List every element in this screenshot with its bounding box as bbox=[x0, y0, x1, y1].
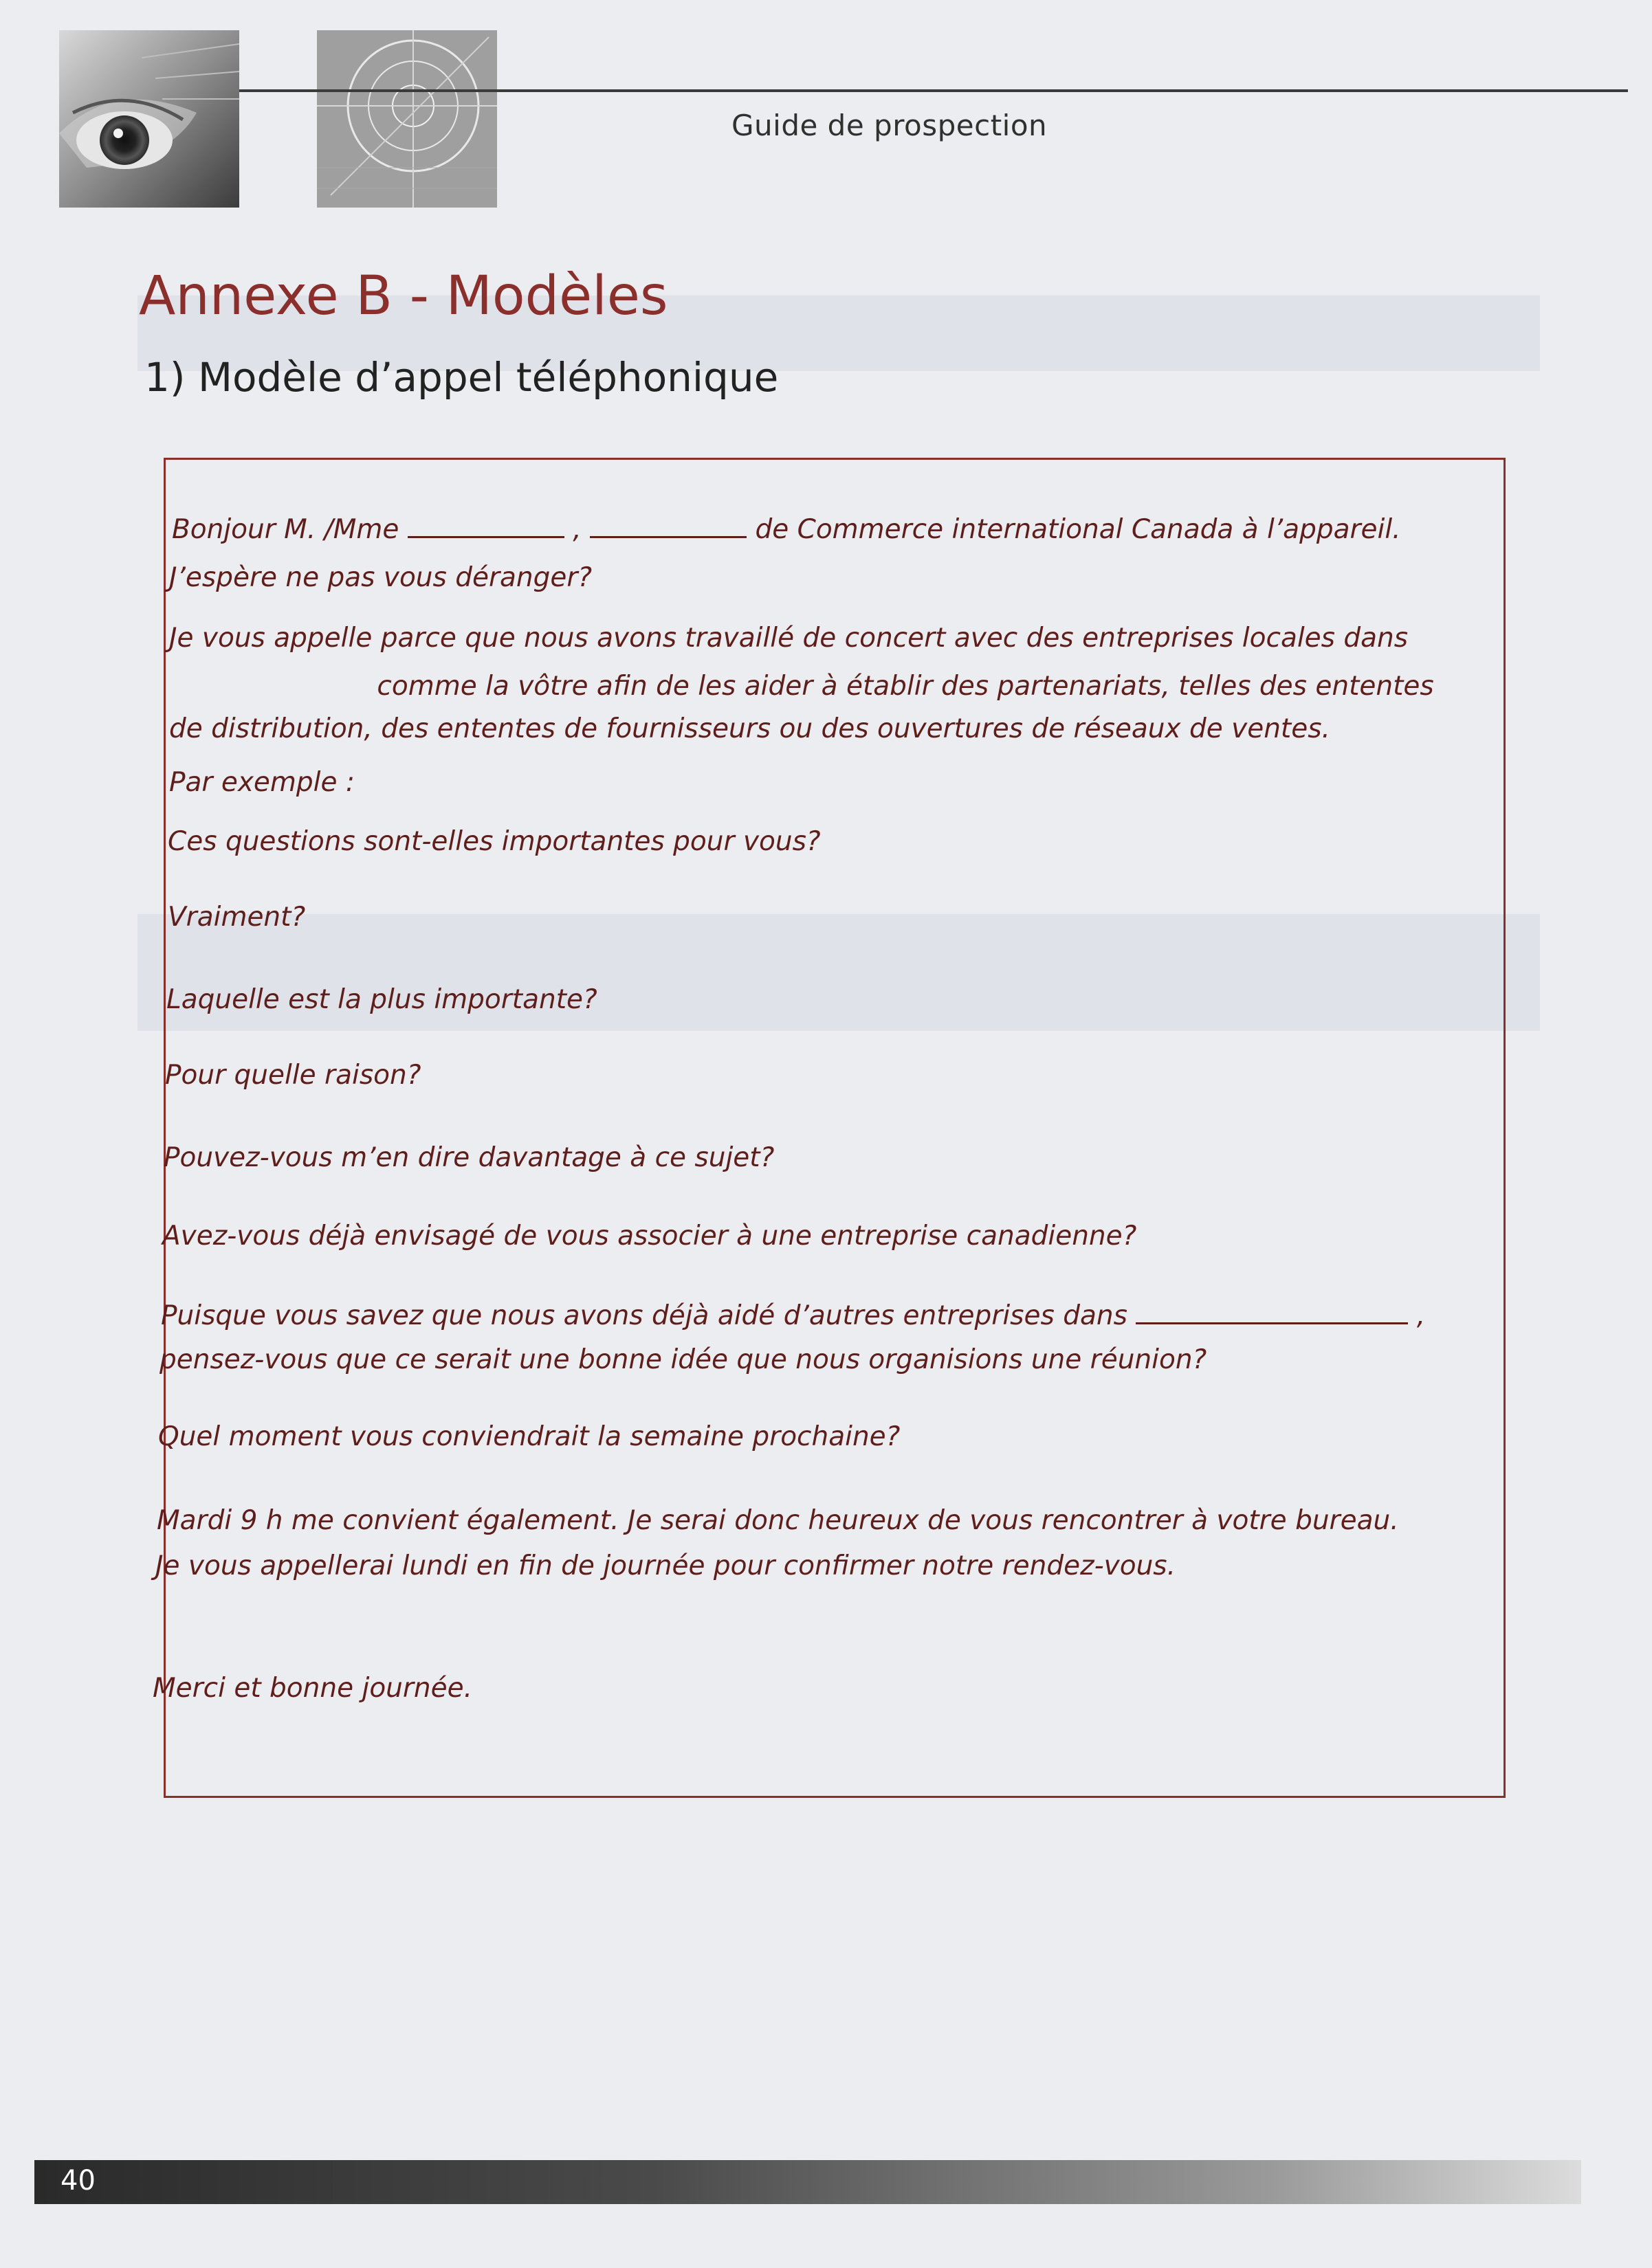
thanks-line: Merci et bonne journée. bbox=[153, 1673, 473, 1704]
script-greeting bbox=[172, 514, 1401, 545]
phone-script-box bbox=[164, 458, 1506, 1798]
call-line-2-text: comme la vôtre afin de les aider à établir des partenariats, telles des ententes bbox=[377, 671, 1434, 702]
question-reason: Pour quelle raison? bbox=[165, 1060, 421, 1091]
question-important: Ces questions sont-elles importantes pour vous? bbox=[168, 826, 821, 857]
header-title: Guide de prospection bbox=[731, 109, 1048, 142]
sector-blank-2 bbox=[1136, 1322, 1408, 1324]
eye-photo-graphic bbox=[59, 30, 239, 208]
question-really: Vraiment? bbox=[168, 902, 306, 933]
closing-line-2: Je vous appellerai lundi en fin de journée pour confirmer notre rendez-vous. bbox=[155, 1550, 1176, 1581]
eye-photo bbox=[59, 30, 239, 208]
question-since-line-2: pensez-vous que ce serait une bonne idée que nous organisions une réunion? bbox=[159, 1344, 1207, 1375]
footer-bar bbox=[34, 2160, 1581, 2204]
question-since-line-1 bbox=[161, 1300, 1425, 1331]
page-number: 40 bbox=[60, 2165, 96, 2197]
greeting-comma: , bbox=[573, 514, 582, 545]
technical-drawing-graphic bbox=[317, 30, 497, 208]
section-title: 1) Modèle d’appel téléphonique bbox=[144, 354, 779, 401]
greeting-end: de Commerce international Canada à l’appareil. bbox=[755, 514, 1401, 545]
question-when: Quel moment vous conviendrait la semaine prochaine? bbox=[158, 1421, 901, 1452]
header-rule bbox=[239, 89, 1628, 92]
since-text: Puisque vous savez que nous avons déjà aidé d’autres entreprises dans bbox=[161, 1300, 1127, 1331]
company-blank bbox=[590, 535, 747, 538]
question-more: Pouvez-vous m’en dire davantage à ce sujet? bbox=[164, 1142, 775, 1173]
script-call-line-1: Je vous appelle parce que nous avons travaillé de concert avec des entreprises locales dans bbox=[169, 623, 1409, 654]
script-call-line-2 bbox=[169, 671, 1434, 702]
greeting-start: Bonjour M. /Mme bbox=[172, 514, 399, 545]
technical-drawing-photo bbox=[317, 30, 497, 208]
since-comma: , bbox=[1416, 1300, 1426, 1331]
question-partner: Avez-vous déjà envisagé de vous associer à une entreprise canadienne? bbox=[162, 1221, 1137, 1252]
annex-title: Annexe B - Modèles bbox=[139, 265, 668, 327]
name-blank bbox=[408, 535, 564, 538]
closing-line-1: Mardi 9 h me convient également. Je serai donc heureux de vous rencontrer à votre bureau. bbox=[157, 1505, 1399, 1536]
script-disturb: J’espère ne pas vous déranger? bbox=[169, 562, 593, 593]
sector-blank bbox=[169, 692, 368, 695]
question-most-important: Laquelle est la plus importante? bbox=[166, 984, 597, 1015]
script-call-line-3: de distribution, des ententes de fournisseurs ou des ouvertures de réseaux de ventes. bbox=[169, 713, 1330, 744]
script-example: Par exemple : bbox=[169, 767, 355, 798]
